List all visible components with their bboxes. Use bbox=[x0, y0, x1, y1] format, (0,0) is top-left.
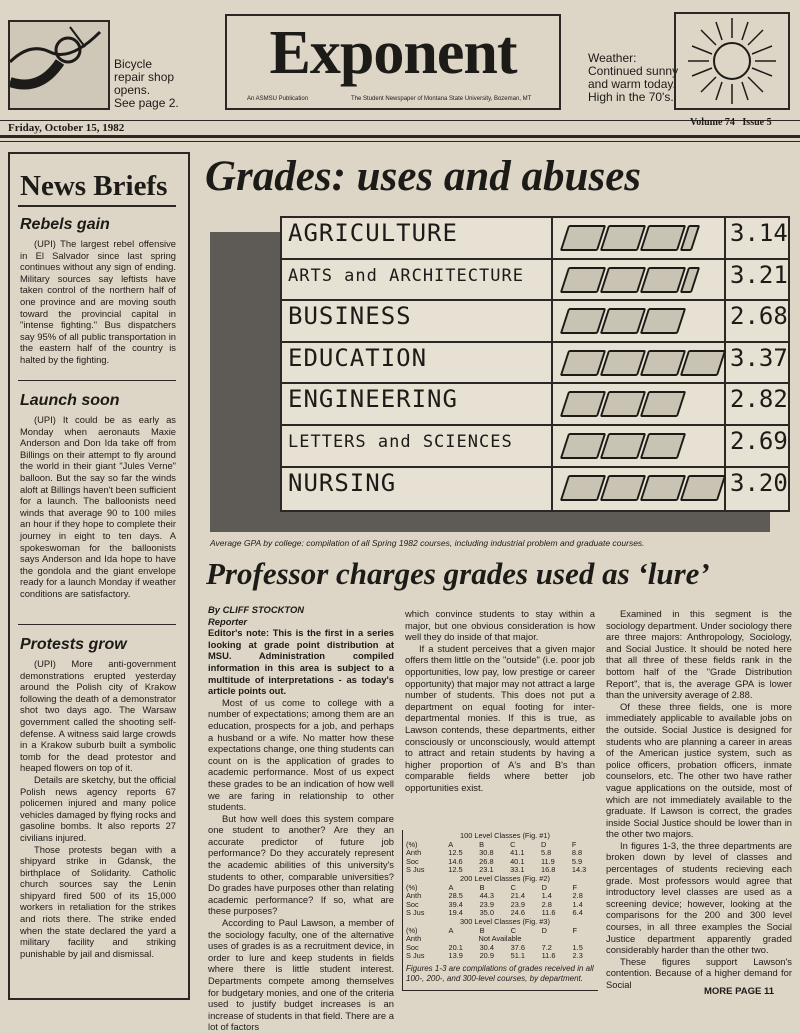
gpa-value: 3.14 bbox=[730, 219, 788, 247]
book-icon bbox=[640, 475, 686, 501]
brief-text: (UPI) It could be as early as Monday when aeronauts Maxie Anderson and Don Ida take off from Billings on their attempt to fly around the world in their giant "Jules Verne" balloon. But the say so far the winds aloft at Billings haven't been sufficient for a launch. The balloonists need winds that average 90 to 100 miles an hour if they hope to complete their journey in eight to ten days. A spokeswoman for the balloonists says Anderson and Ida hope to have the gondola and the giant envelope ready for a launch Monday if weather conditions are satisfactory. bbox=[20, 414, 176, 599]
grade-cell: 1.5 bbox=[572, 942, 583, 952]
book-icon bbox=[640, 225, 686, 251]
grade-table-row bbox=[406, 849, 598, 858]
gpa-value: 3.20 bbox=[730, 468, 788, 497]
byline-role: Reporter bbox=[208, 615, 248, 627]
continued-link[interactable]: MORE PAGE 11 bbox=[704, 986, 775, 997]
grade-cell: 26.8 bbox=[479, 856, 494, 866]
weather-line: Weather: bbox=[588, 51, 637, 65]
brief-text: Those protests began with a shipyard strike in Gdansk, the birthplace of Solidarity. Catholic church sources say the Lenin shipyard fired 500 of its 15,000 workers in retaliation for the strikes and riots there. The strike ended when the state declared the yard a military facility and striking punishable by jail and dismissal. bbox=[20, 843, 176, 959]
grade-cell: F bbox=[571, 839, 577, 849]
grade-cell: A bbox=[448, 925, 454, 935]
weather-line: Continued sunny bbox=[588, 64, 679, 78]
grade-cell: 2.8 bbox=[572, 891, 583, 901]
college-name: ENGINEERING bbox=[288, 385, 458, 414]
grade-table-row bbox=[406, 952, 598, 961]
grade-table bbox=[406, 884, 598, 918]
grade-cell: 20.9 bbox=[479, 951, 494, 961]
teaser-line: Bicycle bbox=[114, 57, 153, 71]
book-icon bbox=[560, 225, 606, 251]
news-briefs-header: News Briefs bbox=[20, 170, 168, 202]
grade-tables-caption: Figures 1-3 are compilations of grades received in all 100-, 200-, and 300-level courses, by department. bbox=[406, 963, 594, 983]
story-column-1 bbox=[208, 604, 394, 1033]
masthead-rule-top bbox=[0, 120, 800, 121]
bicycle-icon bbox=[10, 22, 108, 108]
book-icon bbox=[560, 308, 606, 334]
feature-caption: Average GPA by college: compilation of all Spring 1982 courses, including industrial problem and graduate courses. bbox=[210, 538, 645, 548]
grade-tables bbox=[406, 832, 598, 961]
book-icon bbox=[640, 391, 686, 417]
grade-cell: 21.4 bbox=[510, 891, 525, 901]
issue-date: Friday, October 15, 1982 bbox=[8, 122, 125, 134]
bicycle-teaser-box[interactable] bbox=[8, 20, 110, 110]
grade-cell: D bbox=[541, 882, 547, 892]
story-paragraph: In figures 1-3, the three departments are broken down by level of classes and percentages of students recieving each grade. Most professors would agree that introductory level classes are used as a screening device; however, looking at the comparisons for the 200 and 300 level courses, in all three examples the Social Justice department apparently graded considerably harder than the other two. bbox=[606, 839, 792, 956]
grade-cell: 33.1 bbox=[510, 865, 525, 875]
tables-frame-left bbox=[402, 830, 403, 990]
grade-cell: 23.1 bbox=[479, 865, 494, 875]
grade-table-row bbox=[406, 892, 598, 901]
grade-cell: 30.4 bbox=[479, 942, 494, 952]
grade-cell: A bbox=[448, 839, 454, 849]
grade-cell: 28.5 bbox=[448, 891, 463, 901]
grade-cell: (%) bbox=[406, 925, 418, 935]
grade-cell: Anth bbox=[406, 891, 422, 901]
publisher-line: An ASMSU Publication bbox=[247, 96, 309, 102]
grade-cell: 23.9 bbox=[510, 899, 525, 909]
teaser-line: See page 2. bbox=[114, 96, 179, 110]
masthead-rule-thin bbox=[0, 141, 800, 142]
grade-table-title: 100 Level Classes (Fig. #1) bbox=[460, 831, 550, 840]
book-icon bbox=[560, 267, 606, 293]
college-name: NURSING bbox=[288, 468, 397, 497]
brief-text: (UPI) More anti-government demonstrations erupted yesterday around the Polish city of Krakow following the death of a demonstrator shot two days ago. The Warsaw government called the shooting self-defense. A witness said large crowds in a Krakow suburb built a symbolic tomb for the dead protestor and heaped flowers on top of it. bbox=[20, 658, 176, 774]
masthead-rule-bottom bbox=[0, 135, 800, 138]
grade-cell: (%) bbox=[406, 882, 418, 892]
grade-cell: Anth bbox=[406, 848, 422, 858]
grade-cell: C bbox=[510, 839, 516, 849]
book-icon bbox=[600, 267, 646, 293]
grade-cell: B bbox=[479, 882, 485, 892]
story-paragraph: These figures support Lawson's contention. Because of a higher demand for Social bbox=[606, 955, 792, 990]
grade-cell: B bbox=[479, 925, 485, 935]
grade-cell: 6.4 bbox=[572, 908, 583, 918]
grade-table-row bbox=[406, 901, 598, 910]
grade-cell: 39.4 bbox=[448, 899, 463, 909]
brief-title: Launch soon bbox=[20, 392, 120, 409]
grade-cell: 51.1 bbox=[510, 951, 525, 961]
grade-cell: 44.3 bbox=[479, 891, 494, 901]
grade-cell: Soc bbox=[406, 942, 419, 952]
grade-cell: 23.9 bbox=[479, 899, 494, 909]
brief-divider bbox=[18, 380, 176, 381]
brief-protests bbox=[20, 636, 176, 959]
grade-table-row bbox=[406, 858, 598, 867]
book-icon bbox=[560, 350, 606, 376]
grade-cell: C bbox=[510, 925, 516, 935]
sun-graphic bbox=[674, 12, 790, 110]
story-headline[interactable]: Professor charges grades used as ‘lure’ bbox=[206, 556, 710, 591]
book-icon bbox=[680, 475, 726, 501]
story-column-3 bbox=[606, 608, 792, 991]
grade-cell: Not Available bbox=[478, 934, 522, 944]
grade-cell: 13.9 bbox=[448, 951, 463, 961]
grade-cell: 41.1 bbox=[510, 848, 525, 858]
gpa-value: 3.21 bbox=[730, 260, 788, 289]
grade-cell: S Jus bbox=[406, 865, 425, 875]
story-paragraph: But how well does this system compare one student to another? Are they an accurate predictor of future job performance? Do they accurately represent the academic abilities of this university's students to other, comparable universities? Do grades have purposes other than relating academic performance? If so, what are these purposes? bbox=[208, 812, 394, 917]
grade-cell: 11.6 bbox=[541, 908, 556, 918]
brief-title: Rebels gain bbox=[20, 216, 110, 233]
book-icon bbox=[600, 350, 646, 376]
story-paragraph: According to Paul Lawson, a member of the sociology faculty, one of the alternative uses of grades is as a recruitment device, in order to lure and keep students in fields where there is little student interest. Departments compete among themselves for budgetary monies, and one of the criteria used to justify budget increases is an increase of students in that field. There are a lot of factors bbox=[208, 917, 394, 1033]
book-icon bbox=[600, 433, 646, 459]
grade-table-title: 200 Level Classes (Fig. #2) bbox=[460, 873, 550, 883]
story-column-2 bbox=[405, 608, 595, 794]
book-icon bbox=[600, 391, 646, 417]
grade-cell: 12.5 bbox=[448, 865, 463, 875]
brief-title: Protests grow bbox=[20, 636, 127, 653]
grade-cell: Soc bbox=[406, 899, 419, 909]
grade-cell: S Jus bbox=[406, 908, 425, 918]
book-icon bbox=[560, 433, 606, 459]
book-icon bbox=[640, 267, 686, 293]
tables-frame-bottom bbox=[402, 990, 598, 991]
gpa-row bbox=[282, 383, 787, 421]
teaser-line: repair shop bbox=[114, 70, 175, 84]
grade-table bbox=[406, 927, 598, 961]
grade-cell: (%) bbox=[406, 839, 418, 849]
byline: By CLIFF STOCKTON bbox=[208, 604, 305, 615]
grade-cell: C bbox=[510, 882, 516, 892]
book-icon bbox=[640, 350, 686, 376]
book-icon bbox=[640, 308, 686, 334]
grade-cell: A bbox=[448, 882, 454, 892]
gpa-row bbox=[282, 467, 787, 505]
grade-table-row bbox=[406, 944, 598, 953]
grade-cell: 40.1 bbox=[510, 856, 525, 866]
grade-cell: 2.8 bbox=[541, 899, 552, 909]
gpa-row bbox=[282, 217, 787, 255]
weather-box bbox=[588, 52, 678, 104]
masthead-nameplate bbox=[225, 14, 561, 110]
college-name: LETTERS and SCIENCES bbox=[288, 432, 513, 452]
grade-distribution-tables bbox=[406, 832, 598, 983]
briefs-header-rule bbox=[18, 205, 176, 207]
grade-cell: D bbox=[540, 839, 547, 849]
gpa-row bbox=[282, 425, 787, 463]
gpa-value: 2.68 bbox=[730, 302, 788, 331]
newspaper-tagline: The Student Newspaper of Montana State University, Bozeman, MT bbox=[351, 96, 532, 102]
college-name: EDUCATION bbox=[288, 343, 428, 372]
grade-cell: 11.9 bbox=[540, 856, 555, 866]
grade-cell: Anth bbox=[406, 934, 422, 944]
grade-cell: 35.0 bbox=[479, 908, 494, 918]
brief-text: Details are sketchy, but the official Polish news agency reports 67 policemen injured and many police vehicles damaged by flying rocks and gasoline bombs. It also reports 27 civilians injured. bbox=[20, 773, 176, 843]
grade-cell: 19.4 bbox=[448, 908, 463, 918]
grade-cell: 24.6 bbox=[510, 908, 525, 918]
grade-cell: 37.6 bbox=[510, 942, 525, 952]
book-icon bbox=[600, 308, 646, 334]
grade-table-header bbox=[406, 884, 598, 893]
book-icon bbox=[640, 433, 686, 459]
gpa-row bbox=[282, 300, 787, 338]
book-icon bbox=[560, 475, 606, 501]
bicycle-teaser-text[interactable] bbox=[114, 58, 179, 110]
gpa-row bbox=[282, 342, 787, 380]
grade-table-title: 300 Level Classes (Fig. #3) bbox=[460, 916, 550, 926]
college-name: ARTS and ARCHITECTURE bbox=[288, 265, 524, 286]
weather-line: and warm today. bbox=[588, 77, 676, 91]
college-name: AGRICULTURE bbox=[288, 219, 458, 247]
grade-table-row bbox=[406, 935, 598, 944]
grade-cell: 2.3 bbox=[572, 951, 583, 961]
teaser-line: opens. bbox=[114, 83, 151, 97]
volume-issue: Volume 74 Issue 5 bbox=[690, 117, 772, 128]
grade-cell: 8.8 bbox=[571, 848, 583, 858]
brief-text: (UPI) The largest rebel offensive in El Salvador since last spring continues without any sign of ending. Military sources say leftists have taken control of the northern half of one province and are moving south toward the provincial capital in "intense fighting." Bus dispatchers say 95% of all public transportation in the eastern half of the country is halted by the fighting. bbox=[20, 238, 176, 365]
brief-divider bbox=[18, 624, 176, 625]
grade-cell: 14.3 bbox=[571, 865, 587, 875]
grade-table bbox=[406, 841, 598, 875]
gpa-row bbox=[282, 259, 787, 297]
brief-rebels bbox=[20, 216, 176, 366]
newspaper-title: Exponent bbox=[269, 19, 517, 87]
story-paragraph: Most of us come to college with a number of expectations; among them are an education, prospects for a job, and perhaps a husband or a wife. No matter how these expectations change, one thing students can count on is the application of grades to academic performance. Most of us expect these grades to be an indication of how well we are faring in relationship to other students. bbox=[208, 696, 394, 813]
grade-cell: 1.4 bbox=[572, 899, 583, 909]
story-paragraph: Examined in this segment is the sociology department. Under sociology there are three majors: Anthropology, Sociology, and Social Justice. It should be noted here that all three of these fields rank in the bottom half of the "Grade Distribution Report", that is, the average GPA is lower than the university average of 2.88. bbox=[606, 608, 792, 701]
grade-cell: 11.6 bbox=[541, 951, 556, 961]
editors-note: Editor's note: This is the first in a series looking at grade point distribution at MSU. Administration compiled information in this area is subject to a multitude of interpretations - as today's article points out. bbox=[208, 627, 394, 697]
book-icon bbox=[680, 350, 726, 376]
grade-cell: 30.8 bbox=[479, 848, 494, 858]
grade-cell: 12.5 bbox=[448, 848, 463, 858]
grade-cell: Soc bbox=[406, 856, 419, 866]
grade-cell: 16.8 bbox=[540, 865, 556, 875]
grade-cell: 7.2 bbox=[541, 942, 552, 952]
sun-icon bbox=[676, 14, 788, 108]
book-icon bbox=[600, 225, 646, 251]
book-icon bbox=[560, 391, 606, 417]
grade-cell: S Jus bbox=[406, 951, 425, 961]
grade-cell: F bbox=[572, 925, 578, 935]
grade-cell: D bbox=[541, 925, 547, 935]
book-icon bbox=[600, 475, 646, 501]
grade-cell: 5.8 bbox=[540, 848, 552, 858]
college-name: BUSINESS bbox=[288, 302, 412, 331]
grade-cell: 20.1 bbox=[448, 942, 463, 952]
gpa-value: 2.82 bbox=[730, 385, 788, 414]
grade-cell: 5.9 bbox=[571, 856, 583, 866]
grade-cell: F bbox=[572, 882, 578, 892]
grade-cell: 14.6 bbox=[448, 856, 463, 866]
grade-cell: B bbox=[479, 839, 485, 849]
grade-cell: 1.4 bbox=[541, 891, 552, 901]
feature-headline[interactable]: Grades: uses and abuses bbox=[205, 153, 642, 200]
story-paragraph: If a student perceives that a given major offers them little on the "outside" (i.e. poor job opportunities, low pay, low prestige or career opportunity) that major may not attract a large number of students. This does not put a department on equal footing for inter-departmental monies. If this is true, as Lawson contends, these departments, either consciously or unconsciously, would attempt to attract and retain students by having a higher proportion of A's and B's than comparable fields where better job opportunities exist. bbox=[405, 642, 595, 793]
story-paragraph: Of these three fields, one is more immediately applicable to available jobs on the outside. Social Justice is designed for students who are planning a career in areas of the American justice system, such as police officers, probation officers, inmate counselors, etc. The other two have rather vague applications on the outside, most of which are not immediately available to the graduate. If Lawson is correct, the grades inside Social Justice should be lower than in the other two majors. bbox=[606, 700, 792, 840]
brief-launch bbox=[20, 392, 176, 600]
gpa-value: 2.69 bbox=[730, 427, 788, 455]
grade-table-header bbox=[406, 841, 598, 850]
gpa-value: 3.37 bbox=[730, 343, 788, 372]
weather-line: High in the 70's. bbox=[588, 90, 674, 104]
story-paragraph: which convince students to stay within a major, but one obvious consideration is how well they do inside of that major. bbox=[405, 608, 595, 643]
